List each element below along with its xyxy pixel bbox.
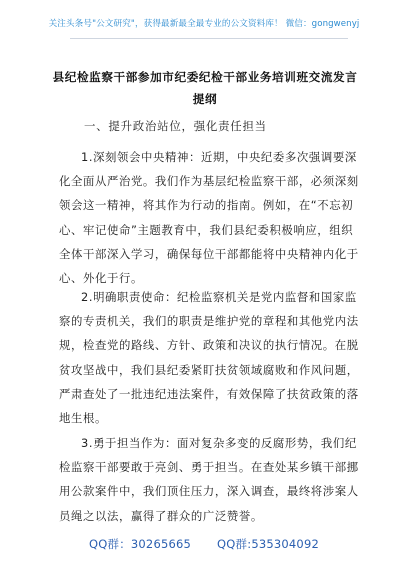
paragraph-line: 化全面从严治党。我们作为基层纪检监察干部，必须深刻 <box>59 174 359 189</box>
document-title <box>52 66 358 110</box>
paragraph-3 <box>59 431 359 528</box>
title-line: 提纲 <box>192 92 218 106</box>
paragraph-line: 3.勇于担当作为：面对复杂多变的反腐形势，我们纪 <box>81 436 357 450</box>
paragraph-line: 检监察干部要敢于亮剑、勇于担当。在查处某乡镇干部挪 <box>59 460 359 475</box>
paragraph-2 <box>59 285 359 430</box>
paragraph-line: 地生根。 <box>59 411 107 426</box>
paragraph-line: 领会这一精神，将其作为行动的指南。例如，在“不忘初 <box>59 198 354 213</box>
paragraph-line: 心、牢记使命”主题教育中，我们县纪委积极响应，组织 <box>59 222 354 237</box>
paragraph-line: 用公款案件中，我们顶住压力，深入调查，最终将涉案人 <box>59 484 359 499</box>
paragraph-line: 规，检查党的路线、方针、政策和决议的执行情况。在脱 <box>59 338 359 353</box>
paragraph-line: 严肃查处了一批违纪违法案件，有效保障了扶贫政策的落 <box>59 386 359 401</box>
header-divider <box>70 38 348 39</box>
footer-contact <box>0 536 408 552</box>
paragraph-1 <box>59 145 359 290</box>
paragraph-line: 员绳之以法，赢得了群众的广泛赞誉。 <box>59 508 263 523</box>
paragraph-line: 贫攻坚战中，我们县纪委紧盯扶贫领域腐败和作风问题， <box>59 362 359 377</box>
title-line: 县纪检监察干部参加市纪委纪检干部业务培训班交流发言 <box>52 70 358 84</box>
header-banner: 关注头条号"公文研究"，获得最新最全最专业的公文资料库！ 微信：gongwenyj <box>48 19 360 29</box>
qq-group-1: QQ群：30265665 <box>89 537 192 551</box>
paragraph-line: 1.深刻领会中央精神：近期，中央纪委多次强调要深 <box>81 150 357 164</box>
section-heading: 一、提升政治站位，强化责任担当 <box>84 119 267 133</box>
paragraph-line: 察的专责机关，我们的职责是维护党的章程和其他党内法 <box>59 314 359 329</box>
paragraph-line: 全体干部深入学习，确保每位干部都能将中央精神内化于 <box>59 246 359 261</box>
qq-group-2: QQ群:535304092 <box>217 537 319 551</box>
paragraph-line: 2.明确职责使命：纪检监察机关是党内监督和国家监 <box>81 290 357 304</box>
paragraph-line: 心、外化于行。 <box>59 271 143 286</box>
